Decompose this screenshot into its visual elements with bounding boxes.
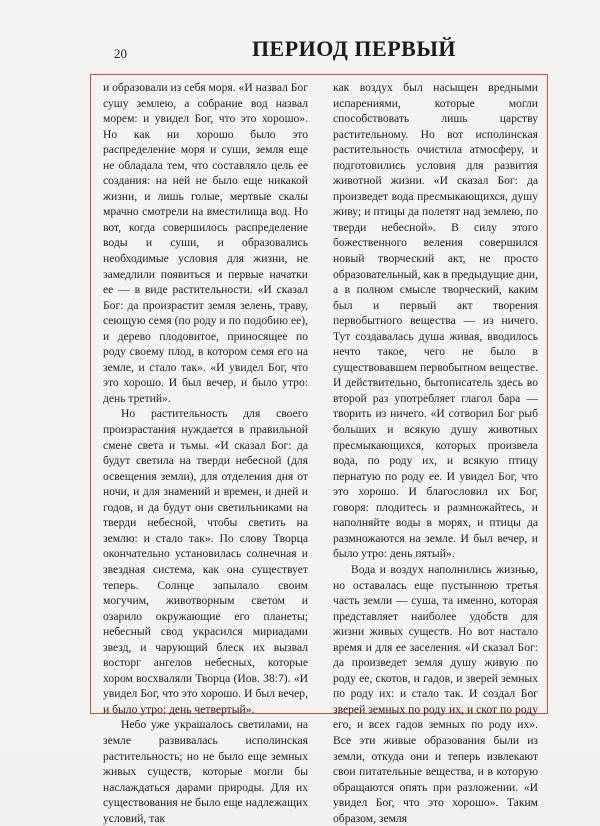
paragraph: Но растительность для своего произрастания нуждается в правильной смене света и тьмы. «И сказал Бог: да будут светила на тверди небесной (для освещения земли), для отделения дня от ночи, и для знамений и времен, и дней и годов, и да будут они светильниками на тверди небесной, чтобы светить на землю: и стало так». По слову Творца окончательно установилась солнечная и звездная система, как она существует теперь. Солнце запылало своим могучим, животворным светом и озарило окружающие его планеты; небесный свод украсился мириадами звезд, и чарующий блеск их вызвал восторг ангелов небесных, которые хором восхваляли Творца (Иов. 38:7). «И увидел Бог, что это хорошо. И был вечер, и было утро: день четвертый». <box>103 407 308 716</box>
paragraph: как воздух был насыщен вредными испарениями, которые могли способствовать лишь царству растительному. Но вот исполинская растительность очистила атмосферу, и подготовились условия для развития животной жизни. «И сказал Бог: да произведет вода пресмыкающихся, душу живу; и птицы да полетят над землею, по тверди небесной». В силу этого божественного веления совершился новый творческий акт, не просто образовательный, как в предыдущие дни, а в полном смысле творческий, каким был и первый акт творения первобытного вещества — из ничего. Тут создавалась душа живая, вводилось нечто такое, чего не было в существовавшем первобытном веществе. И действительно, бытописатель здесь во второй раз употребляет глагол бара — творить из ничего. «И сотворил Бог рыб больших и всякую душу животных пресмыкающихся, которых произвела вода, по роду их, и всякую птицу пернатую по роду ее. И увидел Бог, что это хорошо. И благословил их Бог, говоря: плодитесь и размножайтесь, и наполняйте воды в морях, и птицы да размножаются на земле. И был вечер, и было утро: день пятый». <box>333 81 538 561</box>
paragraph: и образовали из себя моря. «И назвал Бог сушу землею, а собрание вод назвал морем: и увидел Бог, что это хорошо». Но как ни хорошо было это распределение моря и суши, земля еще не обладала тем, что составляло цель ее создания: на ней не было еще никакой жизни, и лишь голые, мертвые скалы мрачно смотрели на вместилища вод. Но вот, когда совершилось распределение воды и суши, и образовались необходимые условия для жизни, не замедлили появиться и первые начатки ее — в виде растительности. «И сказал Бог: да произрастит земля зелень, траву, сеющую семя (по роду и по подобию ее), и дерево плодовитое, приносящее по роду своему плод, в котором семя его на земле, и стало так». «И увидел Бог, что это хорошо. И был вечер, и было утро: день третий». <box>103 81 308 405</box>
running-title: ПЕРИОД ПЕРВЫЙ <box>251 36 457 61</box>
paragraph: Вода и воздух наполнились жизнью, но оставалась еще пустынною третья часть земли — суша, та именно, которая представляет наиболее удобств для жизни живых существ. Но вот настало время и для ее заселения. «И сказал Бог: да произведет земля душу живую по роду ее, скотов, и гадов, и зверей земных по роду их: и стало так. И создал Бог зверей земных по роду их, и скот по роду его, и всех гадов земных по роду их». Все эти живые образования были из земли, откуда они и теперь извлекают свои питательные вещества, и в которую обращаются опять при разложении. «И увидел Бог, что это хорошо». Таким образом, земля <box>333 562 538 825</box>
page-header <box>90 30 548 72</box>
text-column-left <box>103 80 308 825</box>
page-number: 20 <box>114 46 127 61</box>
text-column-right <box>333 80 538 825</box>
paragraph: Небо уже украшалось светилами, на земле развивалась исполинская растительность; но не было еще земных живых существ, которые могли бы наслаждаться дарами природы. Для их существования не было еще надлежащих условий, так <box>103 718 308 825</box>
